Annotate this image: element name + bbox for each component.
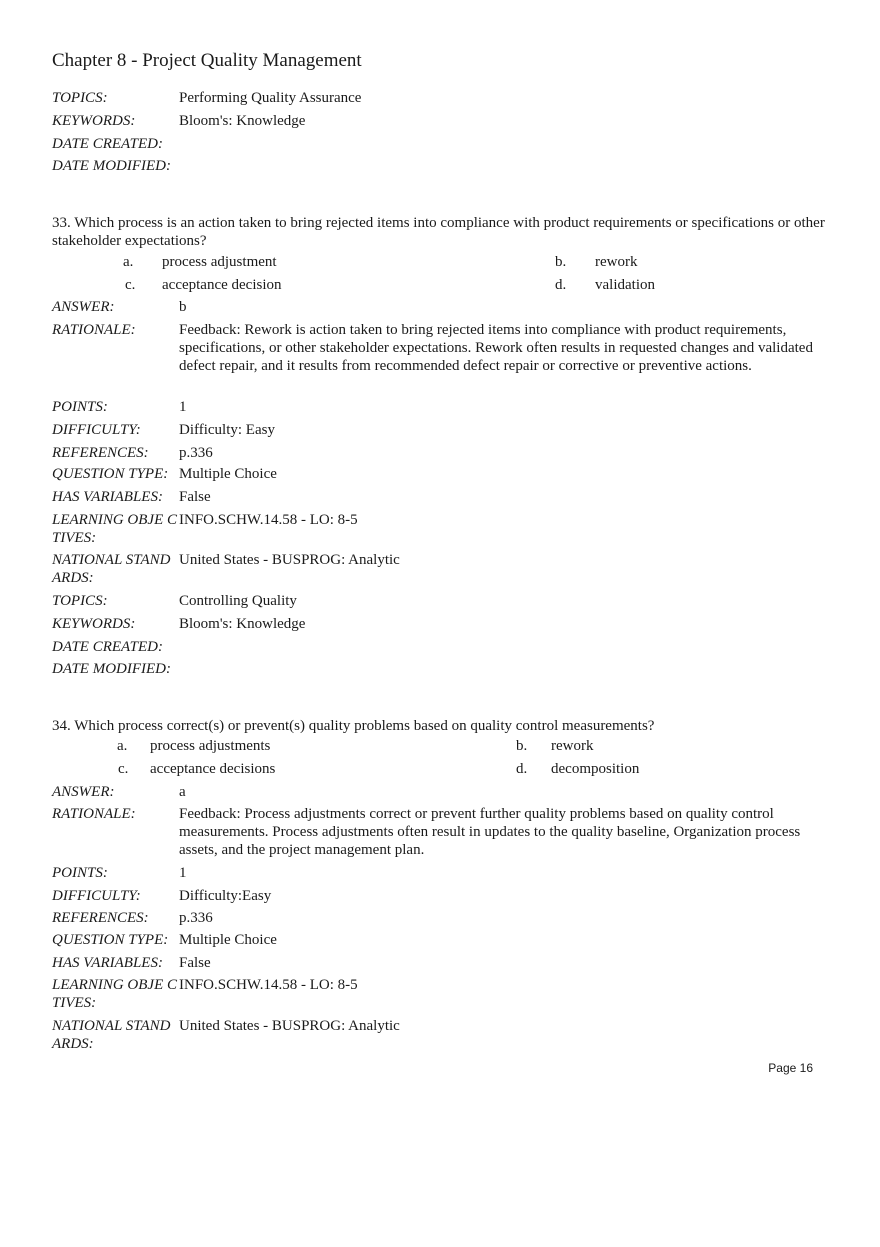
- national-standards-label: NATIONAL STAND ARDS:: [52, 552, 171, 586]
- rationale-label: RATIONALE:: [52, 322, 136, 338]
- q34-option-c-text: acceptance decisions: [150, 761, 276, 777]
- answer-value: a: [179, 784, 186, 800]
- topics-value: Controlling Quality: [179, 593, 297, 609]
- answer-label: ANSWER:: [52, 299, 115, 315]
- learning-objectives-value: INFO.SCHW.14.58 - LO: 8-5: [179, 512, 358, 528]
- points-value: 1: [179, 399, 187, 415]
- date-created-label: DATE CREATED:: [52, 639, 163, 655]
- difficulty-label: DIFFICULTY:: [52, 888, 141, 904]
- q33-option-c-letter: c.: [125, 277, 136, 293]
- rationale-value: Feedback: Rework is action taken to bring rejected items into compliance with product requirements, specifications, or other stakeholder expectations. Rework often results in requested changes and validated defect repair, and it results from recommended defect repair or corrective or preventive actions.: [179, 322, 813, 374]
- rationale-value: Feedback: Process adjustments correct or prevent further quality problems based on quality control measurements. Process adjustments often result in updates to the quality baseline, Organization process assets, and the project management plan.: [179, 806, 801, 858]
- q34-option-b-text: rework: [551, 738, 594, 754]
- points-value: 1: [179, 865, 187, 881]
- question-type-label: QUESTION TYPE:: [52, 466, 169, 482]
- has-variables-value: False: [179, 489, 211, 505]
- keywords-value: Bloom's: Knowledge: [179, 113, 306, 129]
- answer-value: b: [179, 299, 187, 315]
- q34-option-a-letter: a.: [117, 738, 128, 754]
- learning-objectives-value: INFO.SCHW.14.58 - LO: 8-5: [179, 977, 358, 993]
- national-standards-value: United States - BUSPROG: Analytic: [179, 552, 400, 568]
- difficulty-value: Difficulty: Easy: [179, 422, 275, 438]
- national-standards-label: NATIONAL STAND ARDS:: [52, 1018, 171, 1052]
- references-label: REFERENCES:: [52, 910, 149, 926]
- q34-option-d-text: decomposition: [551, 761, 640, 777]
- answer-label: ANSWER:: [52, 784, 115, 800]
- references-label: REFERENCES:: [52, 445, 149, 461]
- q33-option-b-letter: b.: [555, 254, 567, 270]
- question-type-label: QUESTION TYPE:: [52, 932, 169, 948]
- question-type-value: Multiple Choice: [179, 466, 277, 482]
- difficulty-value: Difficulty:Easy: [179, 888, 272, 904]
- q34-option-a-text: process adjustments: [150, 738, 271, 754]
- q33-option-d-text: validation: [595, 277, 655, 293]
- has-variables-label: HAS VARIABLES:: [52, 955, 163, 971]
- question-33-text: 33. Which process is an action taken to bring rejected items into compliance with product requirements or specifications or other stakeholder expectations?: [52, 215, 825, 249]
- references-value: p.336: [179, 910, 213, 926]
- q33-option-c-text: acceptance decision: [162, 277, 282, 293]
- page-number: Page 16: [768, 1061, 813, 1075]
- q33-option-b-text: rework: [595, 254, 638, 270]
- q34-option-b-letter: b.: [516, 738, 528, 754]
- topics-value: Performing Quality Assurance: [179, 90, 362, 106]
- date-modified-label: DATE MODIFIED:: [52, 661, 171, 677]
- learning-objectives-label: LEARNING OBJE CTIVES:: [52, 512, 177, 546]
- q33-option-d-letter: d.: [555, 277, 567, 293]
- has-variables-value: False: [179, 955, 211, 971]
- q34-option-d-letter: d.: [516, 761, 528, 777]
- date-modified-label: DATE MODIFIED:: [52, 158, 171, 174]
- points-label: POINTS:: [52, 865, 108, 881]
- q33-option-a-letter: a.: [123, 254, 134, 270]
- national-standards-value: United States - BUSPROG: Analytic: [179, 1018, 400, 1034]
- learning-objectives-label: LEARNING OBJE CTIVES:: [52, 977, 177, 1011]
- topics-label: TOPICS:: [52, 593, 108, 609]
- references-value: p.336: [179, 445, 213, 461]
- q34-option-c-letter: c.: [118, 761, 129, 777]
- rationale-label: RATIONALE:: [52, 806, 136, 822]
- topics-label: TOPICS:: [52, 90, 108, 106]
- question-34-text: 34. Which process correct(s) or prevent(s) quality problems based on quality control measurements?: [52, 718, 655, 734]
- difficulty-label: DIFFICULTY:: [52, 422, 141, 438]
- question-type-value: Multiple Choice: [179, 932, 277, 948]
- keywords-label: KEYWORDS:: [52, 113, 136, 129]
- keywords-value: Bloom's: Knowledge: [179, 616, 306, 632]
- q33-option-a-text: process adjustment: [162, 254, 277, 270]
- date-created-label: DATE CREATED:: [52, 136, 163, 152]
- points-label: POINTS:: [52, 399, 108, 415]
- keywords-label: KEYWORDS:: [52, 616, 136, 632]
- chapter-title: Chapter 8 - Project Quality Management: [52, 50, 362, 71]
- has-variables-label: HAS VARIABLES:: [52, 489, 163, 505]
